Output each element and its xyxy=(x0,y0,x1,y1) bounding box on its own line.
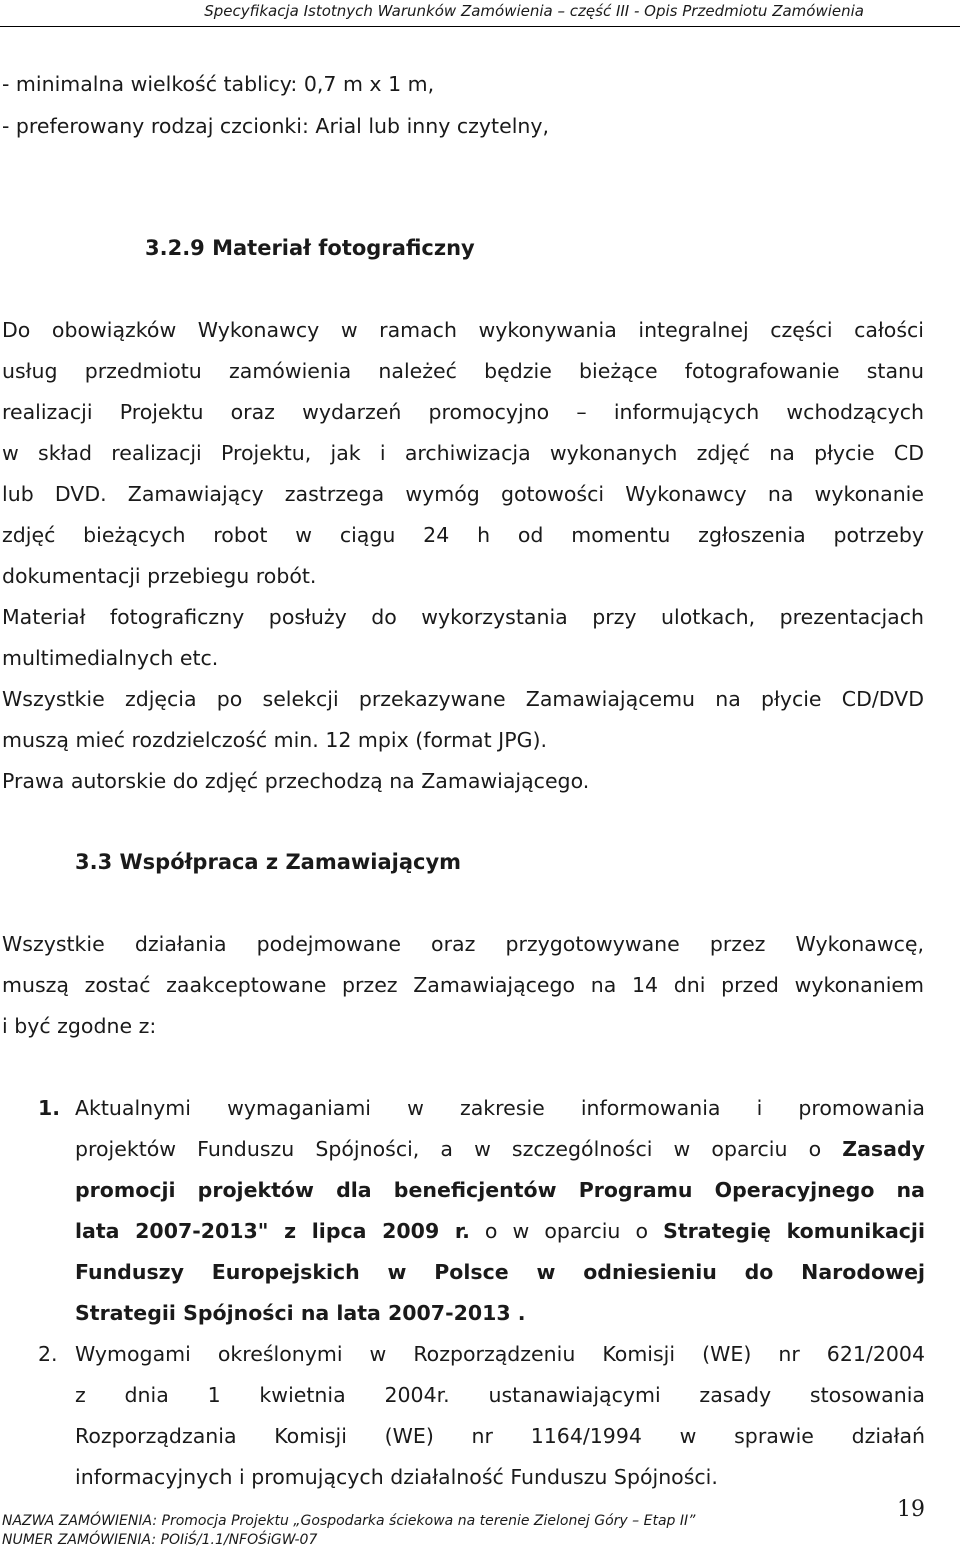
list-item-line xyxy=(75,1136,925,1162)
list-item-line: Aktualnymi wymaganiami w zakresie informowania i promowania xyxy=(75,1096,925,1120)
paragraph-line: Wszystkie działania podejmowane oraz przygotowywane przez Wykonawcę, xyxy=(2,932,924,956)
paragraph-line: lub DVD. Zamawiający zastrzega wymóg gotowości Wykonawcy na wykonanie xyxy=(2,482,924,506)
page-header xyxy=(0,0,960,22)
paragraph-line: Do obowiązków Wykonawcy w ramach wykonywania integralnej części całości xyxy=(2,318,924,342)
paragraph-line: Wszystkie zdjęcia po selekcji przekazywane Zamawiającemu na płycie CD/DVD xyxy=(2,687,924,711)
list-item-line: Rozporządzania Komisji (WE) nr 1164/1994 w sprawie działań xyxy=(75,1424,925,1448)
paragraph-line: dokumentacji przebiegu robót. xyxy=(2,564,317,588)
list-number: 2. xyxy=(38,1342,58,1366)
list-item-line: Wymogami określonymi w Rozporządzeniu Komisji (WE) nr 621/2004 xyxy=(75,1342,925,1366)
list-item-text: projektów Funduszu Spójności, a w szczególności w oparciu o xyxy=(75,1137,843,1161)
list-item-text: o w oparciu o xyxy=(469,1219,664,1243)
paragraph-line: multimedialnych etc. xyxy=(2,646,219,670)
header-divider xyxy=(0,26,960,27)
list-item-bold-text: Zasady xyxy=(842,1137,925,1161)
list-number: 1. xyxy=(38,1096,61,1120)
section-heading-3-2-9: 3.2.9 Materiał fotograficzny xyxy=(145,236,475,260)
paragraph-line: muszą mieć rozdzielczość min. 12 mpix (format JPG). xyxy=(2,728,547,752)
footer-order-number: NUMER ZAMÓWIENIA: POIiŚ/1.1/NFOŚiGW-07 xyxy=(2,1532,318,1548)
footer-order-name: NAZWA ZAMÓWIENIA: Promocja Projektu „Gospodarka ściekowa na terenie Zielonej Góry – Etap II” xyxy=(2,1513,696,1529)
bullet-item: - preferowany rodzaj czcionki: Arial lub inny czytelny, xyxy=(2,114,550,138)
list-item-bold-text: lata 2007-2013" z lipca 2009 r. xyxy=(75,1219,470,1243)
list-item-line xyxy=(75,1218,925,1244)
list-item-line: Funduszy Europejskich w Polsce w odniesieniu do Narodowej xyxy=(75,1260,925,1284)
paragraph-line: Materiał fotograficzny posłuży do wykorzystania przy ulotkach, prezentacjach xyxy=(2,605,924,629)
section-heading-3-3: 3.3 Współpraca z Zamawiającym xyxy=(75,850,462,874)
header-title: Specyfikacja Istotnych Warunków Zamówienia – część III - Opis Przedmiotu Zamówienia xyxy=(204,2,864,20)
paragraph-line: zdjęć bieżących robot w ciągu 24 h od momentu zgłoszenia potrzeby xyxy=(2,523,924,547)
paragraph-line: Prawa autorskie do zdjęć przechodzą na Zamawiającego. xyxy=(2,769,590,793)
paragraph-line: realizacji Projektu oraz wydarzeń promocyjno – informujących wchodzących xyxy=(2,400,924,424)
paragraph-line: w skład realizacji Projektu, jak i archiwizacja wykonanych zdjęć na płycie CD xyxy=(2,441,924,465)
paragraph-line: usług przedmiotu zamówienia należeć będzie bieżące fotografowanie stanu xyxy=(2,359,924,383)
list-item-line: promocji projektów dla beneficjentów Programu Operacyjnego na xyxy=(75,1178,925,1202)
list-item-bold-text: Strategię komunikacji xyxy=(663,1219,925,1243)
page-number: 19 xyxy=(897,1497,925,1522)
list-item-line: z dnia 1 kwietnia 2004r. ustanawiającymi zasady stosowania xyxy=(75,1383,925,1407)
paragraph-line: i być zgodne z: xyxy=(2,1014,157,1038)
list-item-line: informacyjnych i promujących działalność Funduszu Spójności. xyxy=(75,1465,718,1489)
bullet-item: - minimalna wielkość tablicy: 0,7 m x 1 m, xyxy=(2,72,435,96)
list-item-line: Strategii Spójności na lata 2007-2013 . xyxy=(75,1301,526,1325)
paragraph-line: muszą zostać zaakceptowane przez Zamawiającego na 14 dni przed wykonaniem xyxy=(2,973,924,997)
